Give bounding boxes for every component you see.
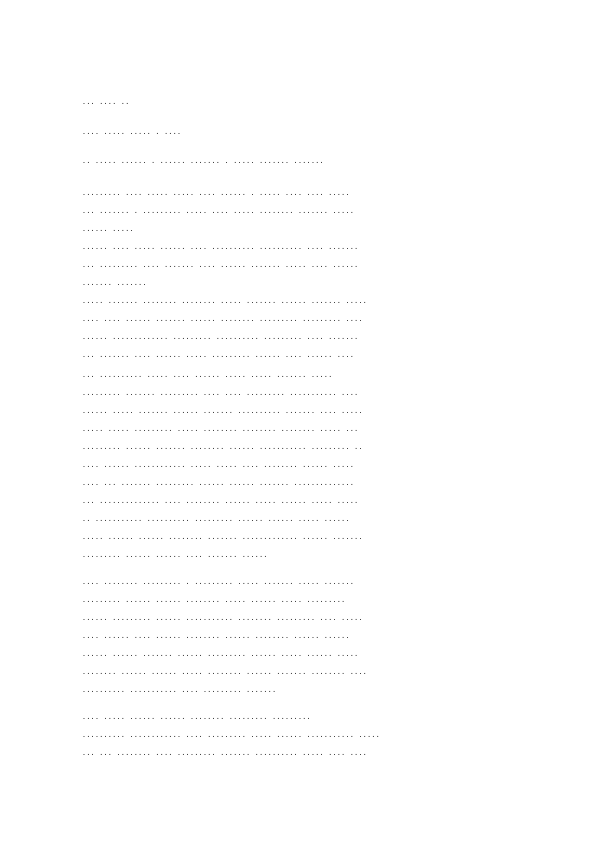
paragraph-4-line-11: ......... ...... ...... .... ....... ...... <box>82 551 268 559</box>
paragraph-3-line-1: ..... ....... ........ ........ ..... ....... ...... ....... ..... <box>82 297 368 305</box>
paragraph-6-line-3: ... ... ........ .... ......... ....... .......... ..... .... .... <box>82 749 368 757</box>
document-heading-line-3: .. ..... ...... . ...... ....... . ..... ....... ....... <box>82 157 324 165</box>
paragraph-4-line-4: ..... ..... ......... ..... ........ ........ ........ ..... ... <box>82 425 359 433</box>
paragraph-5-line-7: .......... ........... .... ......... ....... <box>82 686 277 694</box>
paragraph-4-line-7: .... ... ....... ......... ...... ...... ....... .............. <box>82 479 355 487</box>
paragraph-3-line-3: ...... ............. ......... .......... ......... .... ....... <box>82 333 359 341</box>
document-heading-line-1: ... .... .. <box>82 98 130 106</box>
paragraph-5-line-4: .... ...... .... ...... ........ ...... ........ ...... ...... <box>82 632 350 640</box>
paragraph-4-line-2: ......... ....... ......... .... .... ......... ........... .... <box>82 389 359 397</box>
paragraph-6-line-2: .......... ............ .... ......... ..... ...... ........... ..... <box>82 731 381 739</box>
paragraph-5-line-5: ...... ...... ....... ...... ......... ...... ..... ...... ..... <box>82 650 359 658</box>
paragraph-1-line-1: ......... .... ..... ..... .... ...... . ..... .... .... ..... <box>82 189 350 197</box>
paragraph-2-line-3: ....... ....... <box>82 279 147 287</box>
paragraph-2-line-2: ... ......... .... ....... .... ...... ....... ..... .... ...... <box>82 261 359 269</box>
paragraph-5-line-2: ......... ...... ...... ........ ..... ...... ..... ......... <box>82 596 346 604</box>
paragraph-4-line-10: ..... ...... ...... ........ ....... ............. ...... ....... <box>82 533 363 541</box>
paragraph-1-line-3: ...... ..... <box>82 225 134 233</box>
document-heading-line-2: .... ..... ..... . .... <box>82 128 182 136</box>
paragraph-3-line-2: .... .... ...... ....... ...... ........ ......... ......... .... <box>82 315 363 323</box>
paragraph-6-line-1: .... ..... ...... ...... ........ ......... ......... <box>82 713 311 721</box>
paragraph-5-line-1: .... ........ ......... . ......... ..... ....... ..... ....... <box>82 578 355 586</box>
paragraph-4-line-6: .... ...... ............ ..... ..... .... ........ ...... ..... <box>82 461 355 469</box>
paragraph-5-line-6: ........ ...... ...... ..... ........ ...... ....... ........ .... <box>82 668 368 676</box>
paragraph-5-line-3: ...... ......... ...... ........... ........ ......... .... ..... <box>82 614 363 622</box>
paragraph-1-line-2: ... ....... . ......... ..... .... ..... ........ ....... ..... <box>82 207 355 215</box>
paragraph-2-line-1: ...... .... ..... ...... .... .......... .......... .... ....... <box>82 243 359 251</box>
paragraph-4-line-5: ......... ...... ....... ........ ...... ........... ......... .. <box>82 443 363 451</box>
paragraph-3-line-4: ... ....... .... ...... ..... ......... ...... .... ...... .... <box>82 351 355 359</box>
paragraph-4-line-3: ...... ..... ....... ...... ....... .......... ....... .... ..... <box>82 407 363 415</box>
paragraph-4-line-8: ... .............. .... ........ ...... ..... ...... ..... ..... <box>82 497 359 505</box>
paragraph-4-line-1: ... .......... ..... .... ...... ..... ..... ....... ..... <box>82 371 333 379</box>
paragraph-4-line-9: .. ........... .......... ......... ...... ...... ..... ...... <box>82 515 350 523</box>
